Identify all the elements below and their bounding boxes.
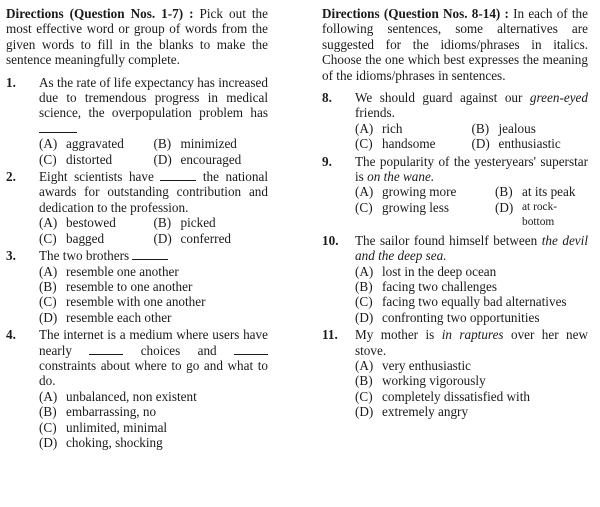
option-c[interactable] (39, 420, 268, 435)
question-number: 9. (322, 153, 332, 169)
question-stem (39, 248, 268, 263)
option-a[interactable] (355, 184, 495, 199)
option-label: (D) (153, 151, 172, 167)
option-a[interactable] (39, 389, 268, 404)
question-stem (355, 90, 588, 121)
option-d[interactable] (154, 152, 269, 167)
option-label: (C) (39, 151, 57, 167)
option-label: (C) (39, 294, 57, 310)
option-text: growing less (382, 199, 450, 215)
option-label: (B) (355, 373, 373, 389)
option-d[interactable] (355, 310, 588, 325)
option-label: (A) (355, 263, 374, 279)
stem-text: The sailor found himself between (355, 232, 538, 248)
option-label: (A) (355, 184, 374, 200)
question-9 (322, 154, 588, 231)
option-label: (A) (39, 136, 58, 152)
option-text: jealous (498, 120, 536, 136)
option-text: facing two challenges (382, 278, 497, 294)
option-label: (A) (39, 215, 58, 231)
option-label: (D) (153, 230, 172, 246)
stem-text: We should guard against our (355, 90, 523, 106)
question-stem (39, 169, 268, 215)
option-text: completely dissatisfied with (382, 388, 530, 404)
option-label: (D) (355, 309, 374, 325)
question-number: 10. (322, 232, 339, 248)
right-directions-text: In each of the following sentences, some alternatives are suggested for the idioms/phrases in italics. Choose the one which best expresses the meaning of the idioms/phrases in sentences. (322, 6, 588, 83)
answer-blank (39, 121, 77, 133)
option-label: (A) (355, 357, 374, 373)
stem-text: choices and (140, 342, 217, 358)
option-text: growing more (382, 184, 457, 200)
option-text: handsome (382, 136, 436, 152)
stem-text: friends. (355, 105, 395, 121)
option-label: (C) (355, 388, 373, 404)
idiom-italic: the devil and the deep sea. (355, 232, 588, 264)
option-text: unlimited, minimal (66, 419, 168, 435)
option-text: embarrassing, no (66, 404, 157, 420)
option-label: (C) (39, 419, 57, 435)
question-1 (6, 75, 268, 167)
right-directions (322, 6, 588, 83)
left-column (6, 6, 268, 452)
stem-text: The two brothers (39, 248, 130, 264)
left-directions (6, 6, 268, 68)
options (39, 136, 268, 167)
option-text: bestowed (66, 215, 116, 231)
option-label: (A) (355, 120, 374, 136)
option-a[interactable] (39, 136, 154, 151)
option-c[interactable] (355, 136, 472, 151)
option-text: rich (382, 120, 403, 136)
option-label: (D) (39, 434, 58, 450)
option-text: resemble each other (66, 309, 172, 325)
option-text: resemble with one another (66, 294, 206, 310)
option-text: at its peak (522, 184, 576, 200)
option-label: (C) (355, 136, 373, 152)
option-c[interactable] (39, 152, 154, 167)
option-text: resemble to one another (66, 278, 193, 294)
stem-text: Eight scientists have (39, 169, 154, 185)
question-stem (39, 327, 268, 389)
answer-blank (89, 343, 123, 355)
option-d[interactable] (495, 200, 588, 231)
option-text: lost in the deep ocean (382, 263, 497, 279)
option-text: at rock-bottom (522, 200, 558, 229)
option-b[interactable] (495, 184, 588, 199)
option-b[interactable] (355, 373, 588, 388)
option-text: enthusiastic (498, 136, 561, 152)
options (355, 121, 588, 152)
option-label: (B) (153, 136, 172, 152)
option-text: resemble one another (66, 263, 179, 279)
option-a[interactable] (39, 264, 268, 279)
question-number: 2. (6, 169, 16, 185)
option-c[interactable] (39, 231, 154, 246)
option-d[interactable] (154, 231, 269, 246)
option-a[interactable] (39, 215, 154, 230)
question-number: 8. (322, 90, 332, 106)
question-number: 4. (6, 327, 16, 343)
option-c[interactable] (355, 389, 588, 404)
option-d[interactable] (472, 136, 589, 151)
option-label: (A) (39, 263, 58, 279)
option-text: facing two equally bad alternatives (382, 294, 567, 310)
option-label: (D) (471, 136, 490, 152)
option-b[interactable] (355, 279, 588, 294)
left-directions-text: Pick out the most effective word or group of words from the given words to fill in the blanks to make the sentence meaningfully complete. (6, 6, 268, 68)
option-label: (B) (153, 215, 172, 231)
option-label: (B) (471, 120, 490, 136)
option-d[interactable] (355, 404, 588, 419)
option-label: (C) (355, 199, 373, 215)
question-4 (6, 327, 268, 450)
question-stem (355, 154, 588, 185)
option-label: (C) (39, 230, 57, 246)
option-b[interactable] (39, 279, 268, 294)
question-11 (322, 327, 588, 419)
left-directions-heading: Directions (Question Nos. 1-7) : (6, 6, 194, 21)
question-stem (355, 233, 588, 264)
option-c[interactable] (355, 294, 588, 309)
idiom-italic: green-eyed (529, 90, 589, 106)
option-text: picked (180, 215, 216, 231)
option-label: (B) (39, 278, 57, 294)
idiom-italic: in raptures (441, 327, 504, 343)
option-text: very enthusiastic (382, 357, 471, 373)
stem-text: the national awards for outstanding contribution and dedication to the profession. (39, 169, 268, 215)
option-text: distorted (66, 151, 113, 167)
right-column (322, 6, 588, 422)
answer-blank (132, 248, 168, 260)
question-3 (6, 248, 268, 325)
option-label: (D) (39, 309, 58, 325)
option-text: aggravated (66, 136, 124, 152)
stem-text: constraints about where to go and what to do. (39, 357, 268, 389)
stem-text: over her new stove. (355, 327, 589, 358)
option-text: extremely angry (382, 404, 469, 420)
option-a[interactable] (355, 121, 472, 136)
answer-blank (234, 343, 268, 355)
option-b[interactable] (154, 215, 269, 230)
stem-text: The internet is a medium where users have nearly (39, 327, 268, 358)
option-label: (B) (495, 184, 513, 200)
option-label: (C) (355, 294, 373, 310)
option-text: encouraged (180, 151, 242, 167)
question-10 (322, 233, 588, 325)
option-label: (D) (355, 404, 374, 420)
option-label: (B) (39, 404, 57, 420)
question-number: 3. (6, 248, 16, 264)
option-text: conferred (180, 230, 232, 246)
option-d[interactable] (39, 310, 268, 325)
question-8 (322, 90, 588, 152)
option-text: working vigorously (382, 373, 486, 389)
question-stem (39, 75, 268, 137)
option-label: (D) (495, 199, 514, 215)
option-text: minimized (180, 136, 237, 152)
stem-text: As the rate of life expectancy has increased due to tremendous progress in medical science, the overpopulation problem has (39, 74, 268, 121)
stem-text: My mother is (355, 327, 435, 343)
options (355, 184, 588, 230)
option-d[interactable] (39, 435, 268, 450)
options (39, 215, 268, 246)
option-text: unbalanced, non existent (66, 388, 197, 404)
option-text: confronting two opportunities (382, 309, 540, 325)
option-b[interactable] (39, 404, 268, 419)
stem-text: The popularity of the yesteryears' superstar is (355, 153, 588, 185)
option-b[interactable] (472, 121, 589, 136)
option-label: (B) (355, 278, 373, 294)
idiom-italic: on the wane. (367, 169, 435, 185)
question-number: 11. (322, 327, 338, 343)
question-stem (355, 327, 588, 358)
option-text: bagged (66, 230, 105, 246)
option-c[interactable] (355, 200, 495, 231)
option-a[interactable] (355, 264, 588, 279)
option-a[interactable] (355, 358, 588, 373)
right-directions-heading: Directions (Question Nos. 8-14) : (322, 6, 509, 21)
option-label: (A) (39, 388, 58, 404)
option-b[interactable] (154, 136, 269, 151)
option-c[interactable] (39, 294, 268, 309)
option-text: choking, shocking (66, 434, 163, 450)
question-2 (6, 169, 268, 246)
answer-blank (160, 169, 196, 181)
question-number: 1. (6, 74, 16, 90)
